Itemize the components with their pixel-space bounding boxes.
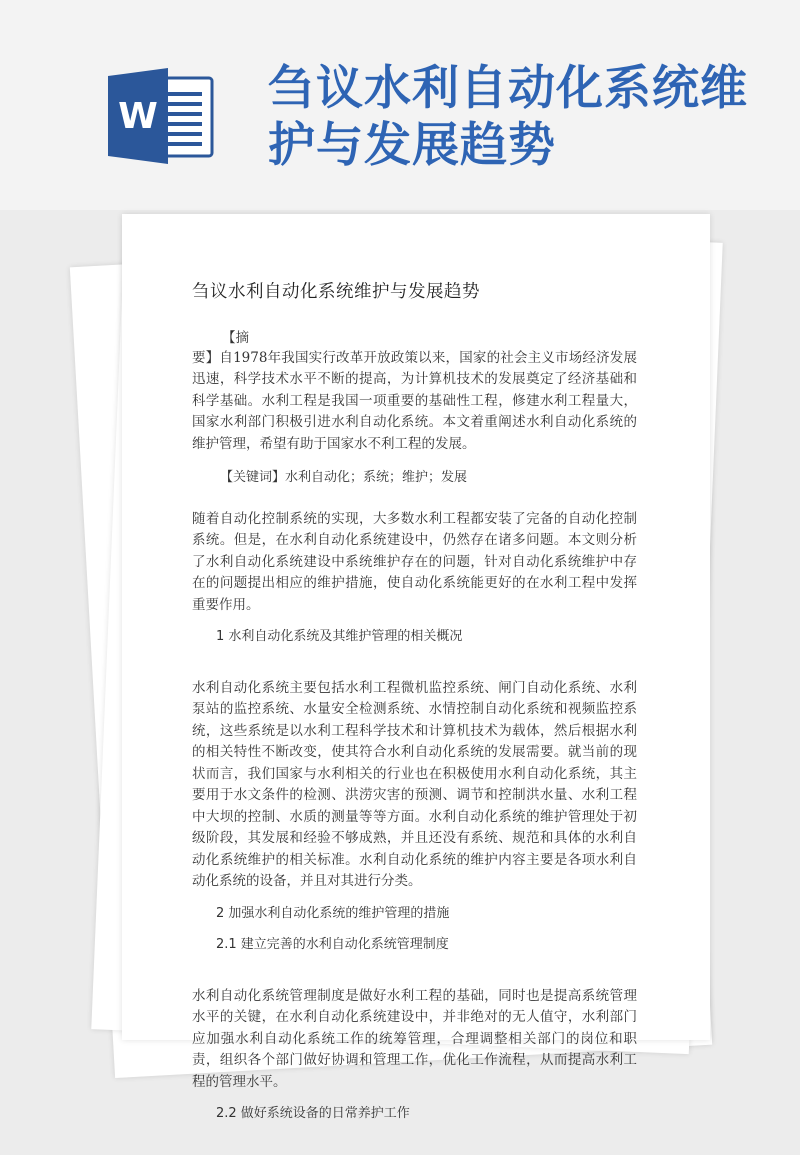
word-document-icon [108,68,214,164]
document-body [192,282,637,1155]
intro-paragraph: 随着自动化控制系统的实现，大多数水利工程都安装了完备的自动化控制系统。但是，在水利自动化系统建设中，仍然存在诸多问题。本文则分析了水利自动化系统建设中系统维护存在的问题，针对自动化系统维护中存在的问题提出相应的维护措施，使自动化系统能更好的在水利工程中发挥重要作用。 [192,510,637,613]
keywords: 【关键词】水利自动化；系统；维护；发展 [220,470,468,485]
section-2-2-heading: 2.2 做好系统设备的日常养护工作 [216,1106,410,1121]
abstract-text: 要】自1978年我国实行改革开放政策以来，国家的社会主义市场经济发展迅速，科学技术水平不断的提高，为计算机技术的发展奠定了经济基础和科学基础。水利工程是我国一项重要的基础性工程，修建水利工程量大，国家水利部门积极引进水利自动化系统。本文着重阐述水利自动化系统的维护管理，希望有助于国家水不利工程的发展。 [192,349,637,452]
section-1-heading: 1 水利自动化系统及其维护管理的相关概况 [216,629,463,644]
section-2-1-paragraph: 水利自动化系统管理制度是做好水利工程的基础，同时也是提高系统管理水平的关键，在水利自动化系统建设中，并非绝对的无人值守，水利部门应加强水利自动化系统工作的统筹管理，合理调整相关部门的岗位和职责，组织各个部门做好协调和管理工作，优化工作流程，从而提高水利工程的管理水平。 [192,987,637,1090]
abstract-tag: 【摘 [222,329,249,346]
section-1-paragraph: 水利自动化系统主要包括水利工程微机监控系统、闸门自动化系统、水利泵站的监控系统、水量安全检测系统、水情控制自动化系统和视频监控系统，这些系统是以水利工程科学技术和计算机技术为载体，然后根据水利的相关特性不断改变，使其符合水利自动化系统的发展需要。就当前的现状而言，我们国家与水利相关的行业也在积极使用水利自动化系统，其主要用于水文条件的检测、洪涝灾害的预测、调节和控制洪水量、水利工程中大坝的控制、水质的测量等等方面。水利自动化系统的维护管理处于初级阶段，其发展和经验不够成熟，并且还没有系统、规范和具体的水利自动化系统维护的相关标准。水利自动化系统的维护内容主要是各项水利自动化系统的设备，并且对其进行分类。 [192,679,637,889]
section-2-heading: 2 加强水利自动化系统的维护管理的措施 [216,905,450,921]
page-title: 刍议水利自动化系统维护与发展趋势 [268,61,748,173]
word-logo-letter: W [118,96,158,137]
document-title: 刍议水利自动化系统维护与发展趋势 [192,282,480,302]
section-2-1-heading: 2.1 建立完善的水利自动化系统管理制度 [216,937,449,952]
